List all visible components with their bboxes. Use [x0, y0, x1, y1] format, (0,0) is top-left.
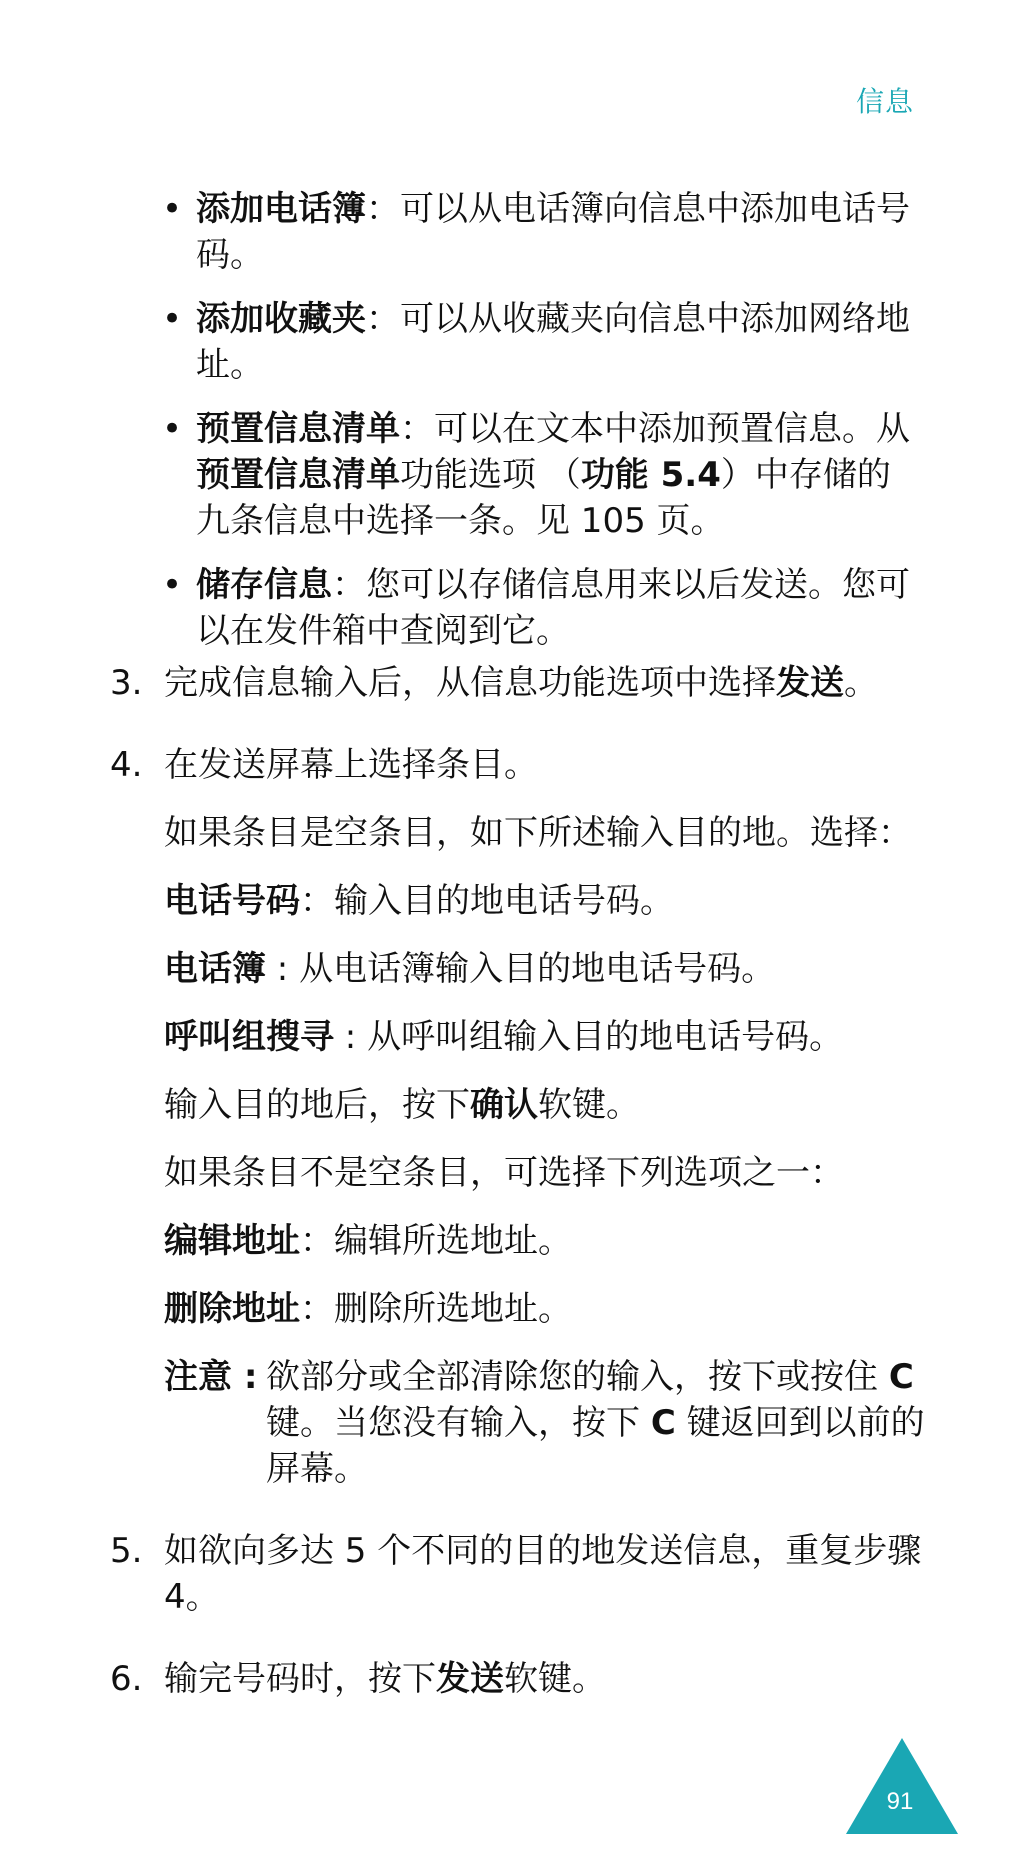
confirm-text: 软键。	[538, 1085, 640, 1125]
step-number: 4.	[110, 745, 143, 785]
confirm-text: 输入目的地后，按下	[164, 1085, 470, 1125]
step-number: 3.	[110, 663, 143, 703]
bullet-inline-term: 预置信息清单	[196, 455, 400, 495]
bullet-add-favorites	[160, 296, 920, 388]
bullet-term: 添加电话簿	[196, 189, 366, 229]
step-text	[164, 1656, 930, 1702]
bullet-dot-icon: •	[162, 299, 183, 339]
bullet-preset-messages	[160, 406, 920, 544]
bullet-dot-icon: •	[162, 189, 183, 229]
bullet-save-message	[160, 562, 920, 654]
step-5	[110, 1528, 930, 1620]
note-label: 注意 :	[164, 1357, 258, 1397]
bullet-dot-icon: •	[162, 409, 183, 449]
option-phone-number	[164, 878, 930, 924]
option-text: : 从呼叫组输入目的地电话号码。	[334, 1017, 844, 1057]
option-edit-address	[164, 1218, 930, 1264]
step-text-part: 软键。	[504, 1659, 606, 1699]
page-header-title: 信息	[855, 85, 914, 118]
option-phonebook	[164, 946, 930, 992]
option-term: 删除地址	[164, 1289, 300, 1329]
step-text-part: 。	[844, 663, 878, 703]
page-number: 91	[886, 1788, 914, 1815]
bullet-text: 您可以存储信息用来以后发送。您可以在发件箱中查阅到它。	[196, 565, 910, 651]
bullet-separator: ：	[332, 565, 366, 605]
step-3	[110, 660, 930, 706]
note-block	[164, 1354, 930, 1492]
step-number: 5.	[110, 1531, 143, 1571]
option-text: ：删除所选地址。	[300, 1289, 572, 1329]
bullet-separator: ：	[400, 409, 434, 449]
note-text	[266, 1354, 930, 1492]
option-text: ：输入目的地电话号码。	[300, 881, 674, 921]
bullet-dot-icon: •	[162, 565, 183, 605]
step-term: 发送	[776, 663, 844, 703]
bullet-text: 功能选项 （	[400, 455, 581, 495]
bullet-term: 储存信息	[196, 565, 332, 605]
bullet-term: 预置信息清单	[196, 409, 400, 449]
option-delete-address	[164, 1286, 930, 1332]
step-text: 在发送屏幕上选择条目。	[164, 745, 538, 785]
option-text: ：编辑所选地址。	[300, 1221, 572, 1261]
option-term: 电话簿	[164, 949, 266, 989]
option-text: : 从电话簿输入目的地电话号码。	[266, 949, 776, 989]
step-text-part: 完成信息输入后，从信息功能选项中选择	[164, 663, 776, 703]
step-text	[164, 660, 930, 706]
bullet-add-phonebook	[160, 186, 920, 278]
bullet-text: 可以从电话簿向信息中添加电话号码。	[196, 189, 910, 275]
note-text-part: 欲部分或全部清除您的输入，按下或按住	[266, 1357, 889, 1397]
nonempty-entry-intro: 如果条目不是空条目，可选择下列选项之一：	[164, 1153, 844, 1193]
step-term: 发送	[436, 1659, 504, 1699]
step-4	[110, 742, 930, 788]
empty-entry-intro: 如果条目是空条目，如下所述输入目的地。选择：	[164, 813, 912, 853]
bullet-function-ref: 功能 5.4	[580, 455, 721, 495]
step-6	[110, 1656, 930, 1702]
option-bullet-list	[160, 186, 920, 672]
note-text-part: 键返回到以前的屏幕。	[266, 1403, 925, 1489]
step-text-part: 输完号码时，按下	[164, 1659, 436, 1699]
confirm-instruction	[164, 1082, 930, 1128]
bullet-separator: ：	[366, 189, 400, 229]
page-badge-icon	[844, 1736, 960, 1836]
note-key: C	[888, 1357, 914, 1397]
confirm-term: 确认	[470, 1085, 538, 1125]
note-key: C	[650, 1403, 676, 1443]
bullet-text: 可以在文本中添加预置信息。从	[434, 409, 910, 449]
option-term: 呼叫组搜寻	[164, 1017, 334, 1057]
bullet-separator: ：	[366, 299, 400, 339]
note-text-part: 键。当您没有输入，按下	[266, 1403, 651, 1443]
page-badge-triangle	[846, 1738, 958, 1834]
option-term: 电话号码	[164, 881, 300, 921]
numbered-steps	[110, 660, 930, 1702]
bullet-term: 添加收藏夹	[196, 299, 366, 339]
bullet-text: ）中存储的九条信息中选择一条。见 105 页。	[196, 455, 891, 541]
option-group-search	[164, 1014, 930, 1060]
option-term: 编辑地址	[164, 1221, 300, 1261]
bullet-text: 可以从收藏夹向信息中添加网络地址。	[196, 299, 910, 385]
step-text: 如欲向多达 5 个不同的目的地发送信息，重复步骤 4。	[164, 1531, 922, 1617]
step-number: 6.	[110, 1659, 143, 1699]
